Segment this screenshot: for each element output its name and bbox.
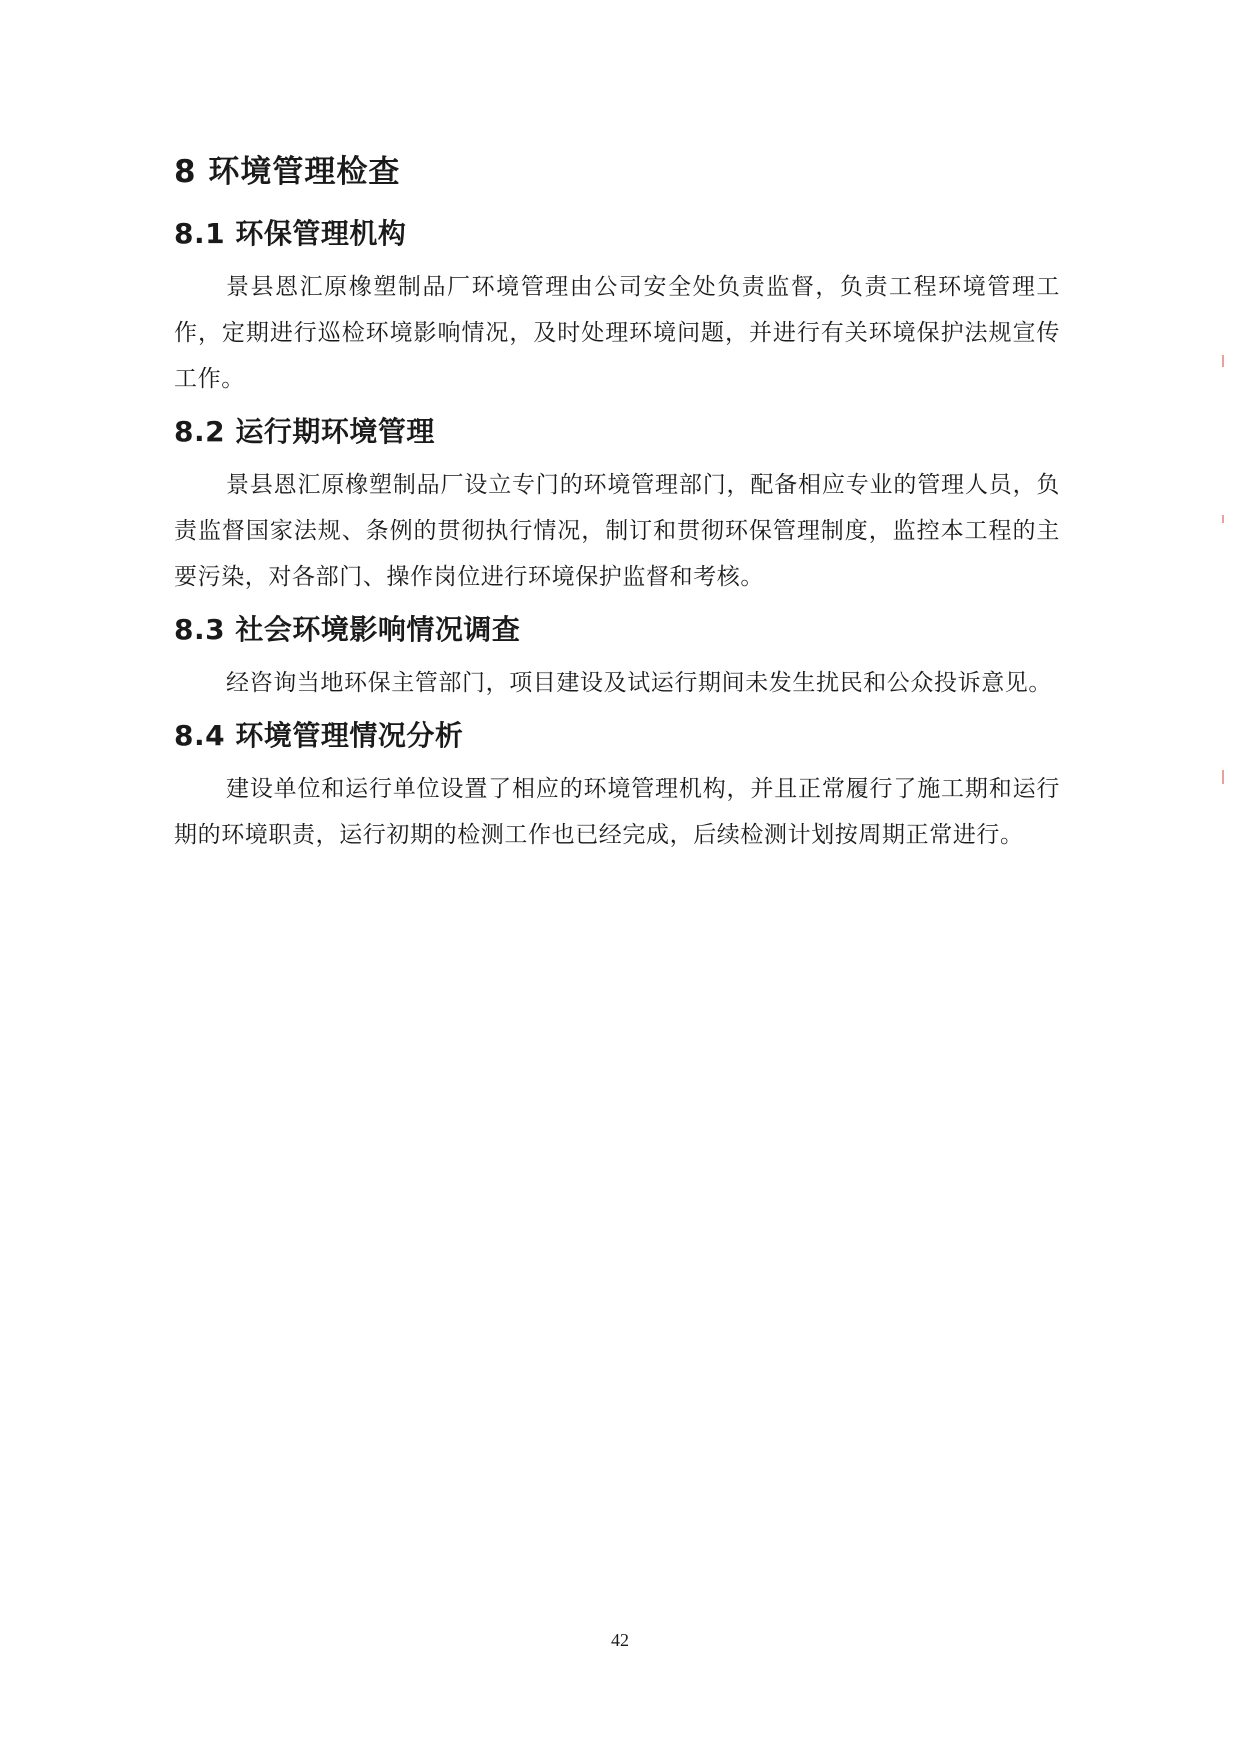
section-heading: 8.3 社会环境影响情况调查 [174, 613, 521, 646]
scan-artifact [1222, 355, 1224, 367]
page-number: 42 [611, 1630, 629, 1650]
section-heading: 8.1 环保管理机构 [174, 217, 407, 250]
chapter-title: 8 环境管理检查 [174, 154, 401, 190]
section-heading: 8.2 运行期环境管理 [174, 415, 435, 448]
section-8-1 [174, 214, 1060, 402]
section-paragraph: 建设单位和运行单位设置了相应的环境管理机构，并且正常履行了施工期和运行期的环境职责，运行初期的检测工作也已经完成，后续检测计划按周期正常进行。 [174, 776, 1060, 848]
section-paragraph: 景县恩汇原橡塑制品厂设立专门的环境管理部门，配备相应专业的管理人员，负责监督国家法规、条例的贯彻执行情况，制订和贯彻环保管理制度，监控本工程的主要污染，对各部门、操作岗位进行环境保护监督和考核。 [174, 472, 1060, 590]
section-8-2 [174, 412, 1060, 600]
section-paragraph: 经咨询当地环保主管部门，项目建设及试运行期间未发生扰民和公众投诉意见。 [226, 670, 1052, 696]
section-8-3 [174, 610, 1060, 706]
page-content [174, 150, 1060, 868]
section-paragraph: 景县恩汇原橡塑制品厂环境管理由公司安全处负责监督，负责工程环境管理工作，定期进行巡检环境影响情况，及时处理环境问题，并进行有关环境保护法规宣传工作。 [174, 274, 1060, 392]
section-heading: 8.4 环境管理情况分析 [174, 719, 464, 752]
scan-artifact [1222, 515, 1224, 523]
scan-artifact [1222, 770, 1224, 784]
section-8-4 [174, 716, 1060, 858]
